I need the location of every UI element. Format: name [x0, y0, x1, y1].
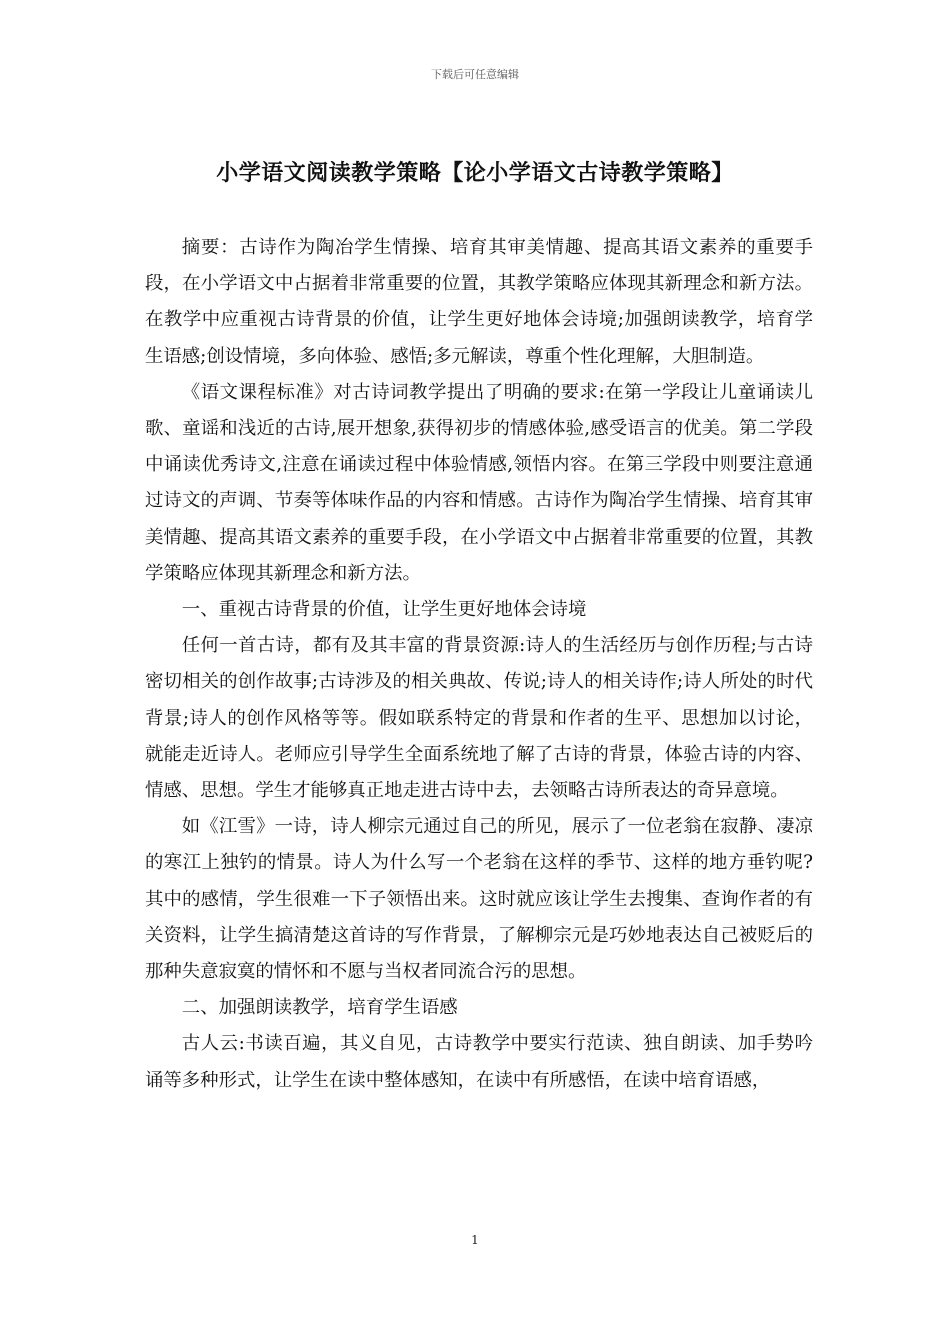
section-heading-1: 一、重视古诗背景的价值，让学生更好地体会诗境 [181, 599, 587, 621]
header-note: 下载后可任意编辑 [431, 68, 519, 81]
body-paragraph: 古人云:书读百遍，其义自见，古诗教学中要实行范读、独自朗读、加手势吟诵等多种形式，让学生在读中整体感知，在读中有所感悟，在读中培育语感， [145, 1033, 813, 1091]
abstract-paragraph: 摘要：古诗作为陶冶学生情操、培育其审美情趣、提高其语文素养的重要手段，在小学语文中占据着非常重要的位置，其教学策略应体现其新理念和新方法。在教学中应重视古诗背景的价值，让学生更好地体会诗境;加强朗读教学，培育学生语感;创设情境，多向体验、感悟;多元解读，尊重个性化理解，大胆制造。 [145, 237, 813, 367]
body-paragraph: 如《江雪》一诗，诗人柳宗元通过自己的所见，展示了一位老翁在寂静、凄凉的寒江上独钓的情景。诗人为什么写一个老翁在这样的季节、这样的地方垂钓呢?其中的感情，学生很难一下子领悟出来。这时就应该让学生去搜集、查询作者的有关资料，让学生搞清楚这首诗的写作背景，了解柳宗元是巧妙地表达自己被贬后的那种失意寂寞的情怀和不愿与当权者同流合污的思想。 [145, 816, 813, 983]
section-heading-2: 二、加强朗读教学，培育学生语感 [181, 997, 458, 1019]
page-number: 1 [471, 1233, 479, 1247]
body-paragraph: 《语文课程标准》对古诗词教学提出了明确的要求:在第一学段让儿童诵读儿歌、童谣和浅近的古诗,展开想象,获得初步的情感体验,感受语言的优美。第二学段中诵读优秀诗文,注意在诵读过程中体验情感,领悟内容。在第三学段中则要注意通过诗文的声调、节奏等体味作品的内容和情感。古诗作为陶冶学生情操、培育其审美情趣、提高其语文素养的重要手段，在小学语文中占据着非常重要的位置，其教学策略应体现其新理念和新方法。 [145, 381, 813, 584]
body-paragraph: 任何一首古诗，都有及其丰富的背景资源:诗人的生活经历与创作历程;与古诗密切相关的创作故事;古诗涉及的相关典故、传说;诗人的相关诗作;诗人所处的时代背景;诗人的创作风格等等。假如联系特定的背景和作者的生平、思想加以讨论，就能走近诗人。老师应引导学生全面系统地了解了古诗的背景，体验古诗的内容、情感、思想。学生才能够真正地走进古诗中去，去领略古诗所表达的奇异意境。 [145, 635, 813, 802]
document-title: 小学语文阅读教学策略【论小学语文古诗教学策略】 [216, 161, 734, 186]
document-body [145, 230, 813, 1099]
